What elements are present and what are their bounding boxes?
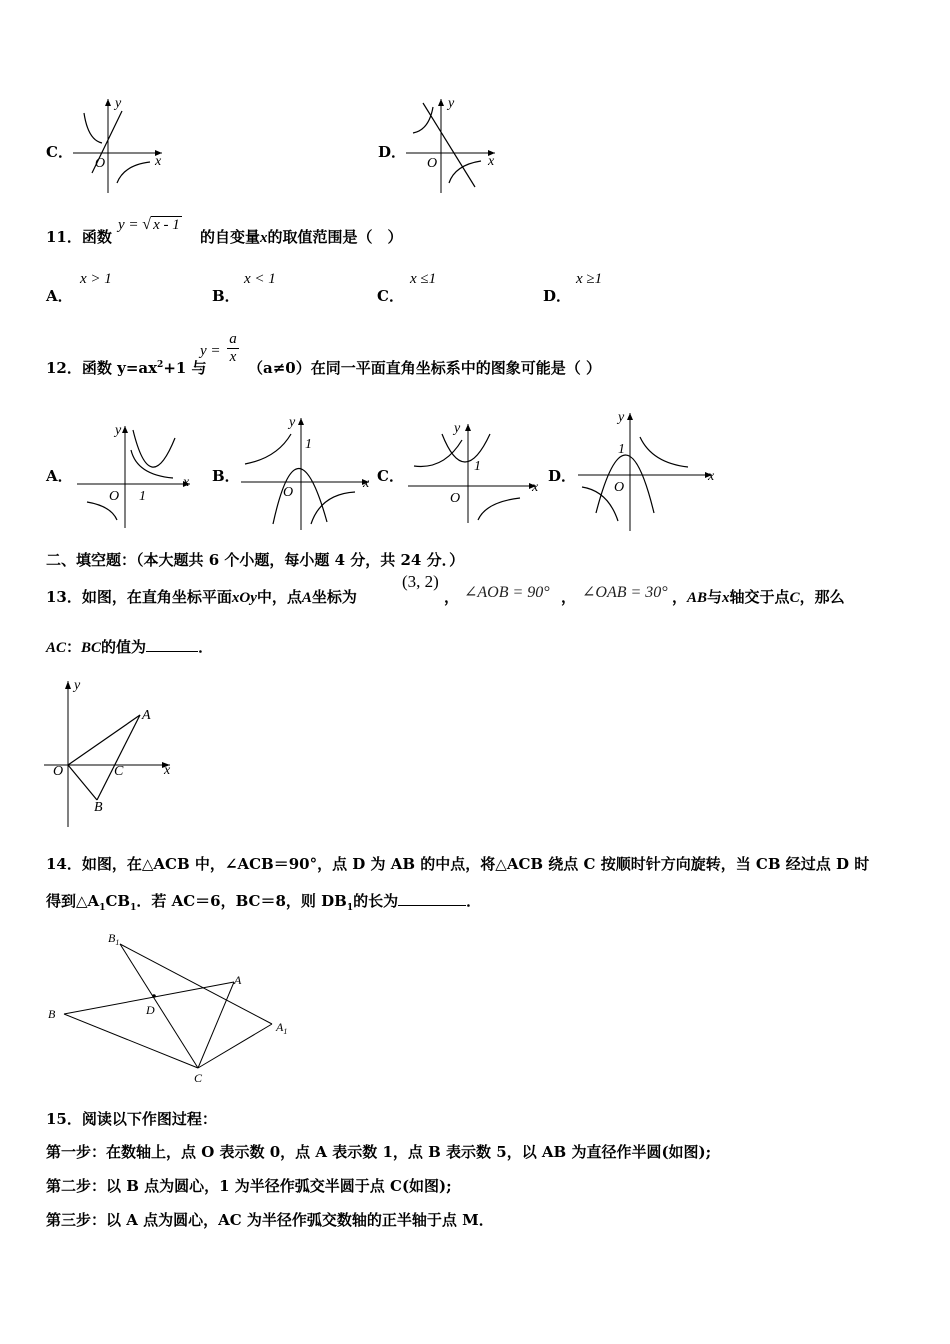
q13-fig-o: O <box>53 764 64 779</box>
q12-option-d-label[interactable]: D． <box>548 467 577 485</box>
q13-angle-aob: ∠AOB = 90° <box>464 584 550 601</box>
q12-option-b-label[interactable]: B． <box>212 467 240 485</box>
q11-option-c-label[interactable]: C． <box>377 287 404 305</box>
q13-line1-tail <box>672 586 845 607</box>
q12-c-y-label: y <box>454 421 461 436</box>
q15-line1: 15．阅读以下作图过程： <box>46 1110 217 1128</box>
q12-question-tail: （a≠0）在同一平面直角坐标系中的图象可能是（ ） <box>248 359 601 377</box>
q13-ac: AC <box>46 640 67 656</box>
q12-b-x-label: x <box>363 476 370 491</box>
sqrt-icon: √ <box>142 216 152 233</box>
q13-text-e: 与 <box>707 588 723 606</box>
q13-bc: BC <box>81 640 102 656</box>
q12-frac-den: x <box>227 348 239 366</box>
q12-option-c-label[interactable]: C． <box>377 467 404 485</box>
q13-text-g: ，那么 <box>799 588 845 606</box>
q13-text-a: 如图，在直角坐标平面 <box>81 588 232 606</box>
q12-c-origin: O <box>450 491 461 506</box>
q14-line2-a: 得到△A <box>46 892 100 910</box>
q13-coord: (3, 2) <box>402 572 439 591</box>
q11-suffix-b: 的取值范围是（ ） <box>267 228 403 246</box>
q11-prefix: 函数 <box>81 228 112 246</box>
q10-c-origin: O <box>95 156 106 171</box>
q13-text-b: 中，点 <box>256 588 302 606</box>
q12-a-x-label: x <box>183 475 190 490</box>
q14-line2-c: ．若 AC＝6，BC＝8，则 DB <box>136 892 347 910</box>
q14-line1: 14．如图，在△ACB 中，∠ACB＝90°，点 D 为 AB 的中点，将△ACB 绕点 C 按顺时针方向旋转，当 CB 经过点 D 时 <box>46 855 870 873</box>
q10-d-origin: O <box>427 156 438 171</box>
q13-fig-c: C <box>114 764 124 779</box>
q14-line2 <box>46 890 481 913</box>
q10-graph-c[interactable] <box>70 95 170 195</box>
q11-question <box>46 226 112 247</box>
q14-fig-a1: $A_1$ <box>276 1020 288 1036</box>
q13-comma-2: ， <box>561 588 577 606</box>
q15-step3: 第三步：以 A 点为圆心，AC 为半径作弧交数轴的正半轴于点 M． <box>46 1211 494 1229</box>
q15-step1: 第一步：在数轴上，点 O 表示数 0，点 A 表示数 1，点 B 表示数 5，以 AB 为直径作半圆(如图); <box>46 1143 712 1161</box>
q14-fig-c: C <box>194 1071 203 1085</box>
q12-c-one: 1 <box>474 459 481 474</box>
q11-var: x <box>260 230 268 246</box>
q12-fraction <box>227 331 239 366</box>
q10-c-x-label: x <box>155 154 162 169</box>
q12-d-x-label: x <box>708 469 715 484</box>
q12-a-one: 1 <box>139 489 146 504</box>
q12-c-x-label: x <box>532 480 539 495</box>
q13-text-c: 坐标为 <box>311 588 357 606</box>
q11-option-a-label[interactable]: A． <box>46 287 73 305</box>
q13-fig-a: A <box>142 708 151 723</box>
q12-d-origin: O <box>614 480 625 495</box>
q11-option-a-expr[interactable]: x > 1 <box>80 271 112 287</box>
q14-figure <box>44 928 304 1088</box>
q11-number: 11． <box>46 228 82 246</box>
q12-b-origin: O <box>283 485 294 500</box>
q12-frac-num: a <box>229 331 237 347</box>
q11-option-d-label[interactable]: D． <box>543 287 572 305</box>
q12-d-one: 1 <box>618 442 625 457</box>
q11-formula-radicand: x - 1 <box>153 217 180 233</box>
q12-graph-c[interactable] <box>404 420 544 525</box>
q12-number: 12． <box>46 359 82 377</box>
q10-option-d-label[interactable]: D． <box>378 143 407 161</box>
q10-d-y-label: y <box>448 96 455 111</box>
q13-answer-blank[interactable] <box>146 639 198 652</box>
q13-c: C <box>789 590 800 606</box>
q13-xoy: xOy <box>231 590 257 606</box>
q12-sup: 2 <box>157 360 164 370</box>
q14-fig-d: D <box>146 1003 155 1017</box>
q13-line2-text: 的值为 <box>101 638 147 656</box>
q12-graph-a[interactable] <box>75 420 195 530</box>
q10-c-y-label: y <box>115 96 122 111</box>
q12-question-head <box>46 357 207 378</box>
q11-option-c-expr[interactable]: x ≤1 <box>410 271 437 287</box>
q13-comma-1: ， <box>444 588 460 606</box>
q14-line2-end: ． <box>466 892 482 910</box>
q13-colon: ： <box>66 638 82 656</box>
q13-fig-x: x <box>164 763 171 778</box>
q14-line2-d: 的长为 <box>353 892 399 910</box>
q10-option-c-label[interactable]: C． <box>46 143 73 161</box>
q13-fig-b: B <box>94 800 103 815</box>
q12-option-a-label[interactable]: A． <box>46 467 73 485</box>
q12-b-y-label: y <box>289 415 296 430</box>
q12-b-one: 1 <box>305 437 312 452</box>
q11-suffix-a: 的自变量 <box>200 228 261 246</box>
q13-figure <box>40 675 185 830</box>
q13-number: 13． <box>46 588 82 606</box>
q10-graph-d[interactable] <box>403 95 503 195</box>
q13-line1-head <box>46 586 357 607</box>
q13-fig-y: y <box>74 678 81 693</box>
q13-line2 <box>46 636 213 657</box>
q11-formula <box>118 216 182 234</box>
q13-pt-a: A <box>301 590 312 606</box>
q12-text-a: 函数 y=ax <box>81 359 158 377</box>
q12-d-y-label: y <box>618 410 625 425</box>
q14-fig-a: A <box>234 973 242 987</box>
q12-fraction-lhs: y = <box>200 343 221 359</box>
q14-sub3: 1 <box>346 903 354 913</box>
q14-fig-b: B <box>48 1007 56 1021</box>
q12-a-origin: O <box>109 489 120 504</box>
q15-step2: 第二步：以 B 点为圆心，1 为半径作弧交半圆于点 C(如图); <box>46 1177 452 1195</box>
q13-text-d: ， <box>672 588 688 606</box>
q11-option-b-expr[interactable]: x < 1 <box>244 271 276 287</box>
q11-option-b-label[interactable]: B． <box>212 287 240 305</box>
q13-line2-end: ． <box>198 638 214 656</box>
q11-question-tail <box>200 226 403 247</box>
q11-formula-lhs: y = <box>118 217 139 233</box>
q10-d-x-label: x <box>488 154 495 169</box>
q13-text-f: 轴交于点 <box>729 588 790 606</box>
q14-answer-blank[interactable] <box>398 893 466 906</box>
q13-ab: AB <box>687 590 708 606</box>
q12-graph-d[interactable] <box>574 405 724 533</box>
q12-a-y-label: y <box>115 423 122 438</box>
q13-x: x <box>722 590 730 606</box>
q14-line2-b: CB <box>105 892 131 910</box>
section-2-title: 二、填空题：（本大题共 6 个小题，每小题 4 分，共 24 分．） <box>46 551 465 569</box>
q14-sub2: 1 <box>130 903 137 913</box>
q11-option-d-expr[interactable]: x ≥1 <box>576 271 603 287</box>
q13-angle-oab: ∠OAB = 30° <box>582 584 668 601</box>
q14-sub1: 1 <box>99 903 106 913</box>
q14-fig-b1: $B_1$ <box>108 931 120 947</box>
q12-graph-b[interactable] <box>237 412 377 532</box>
q12-text-b: +1 与 <box>163 359 207 377</box>
